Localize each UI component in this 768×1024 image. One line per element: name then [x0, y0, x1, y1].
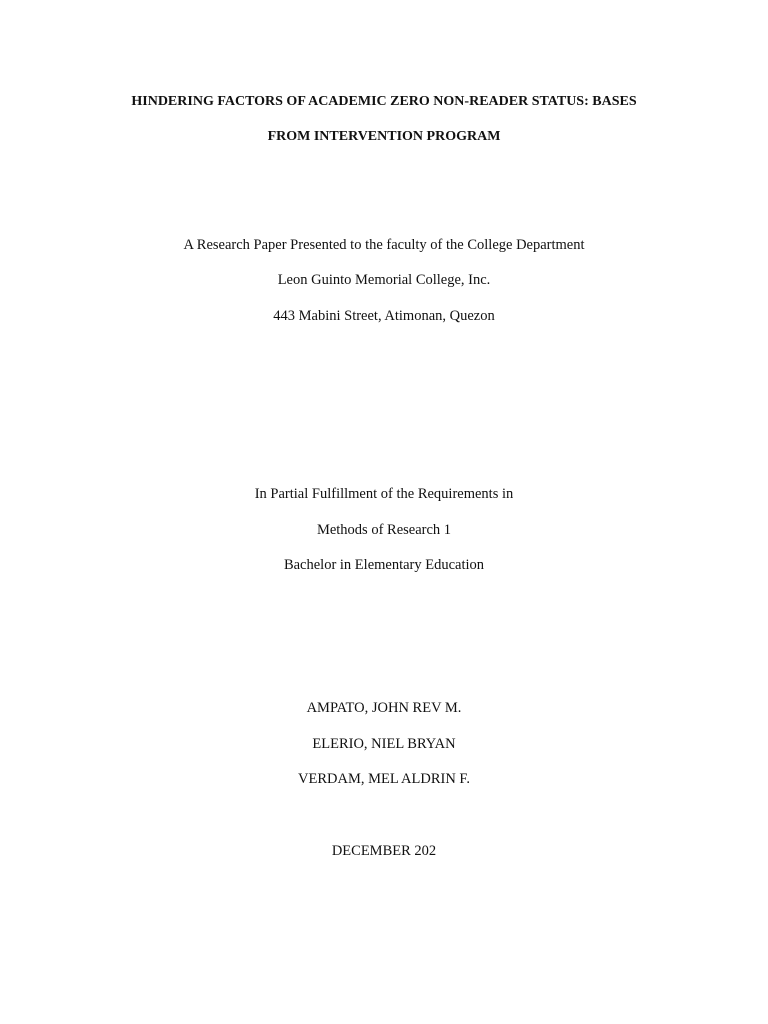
presentation-line-1: A Research Paper Presented to the faculty of the College Department: [183, 237, 585, 253]
degree-program: Bachelor in Elementary Education: [283, 557, 485, 573]
submission-date: DECEMBER 202: [331, 843, 437, 859]
institution-address: 443 Mabini Street, Atimonan, Quezon: [273, 308, 495, 324]
author-name: VERDAM, MEL ALDRIN F.: [298, 771, 470, 787]
title-line-1: HINDERING FACTORS OF ACADEMIC ZERO NON-READER STATUS: BASES: [131, 94, 637, 109]
author-name: AMPATO, JOHN REV M.: [306, 700, 462, 716]
course-name: Methods of Research 1: [316, 522, 452, 538]
institution-name: Leon Guinto Memorial College, Inc.: [277, 272, 491, 288]
author-name: ELERIO, NIEL BRYAN: [312, 736, 456, 752]
title-line-2: FROM INTERVENTION PROGRAM: [267, 129, 501, 144]
fulfillment-line-1: In Partial Fulfillment of the Requirements in: [254, 486, 514, 502]
